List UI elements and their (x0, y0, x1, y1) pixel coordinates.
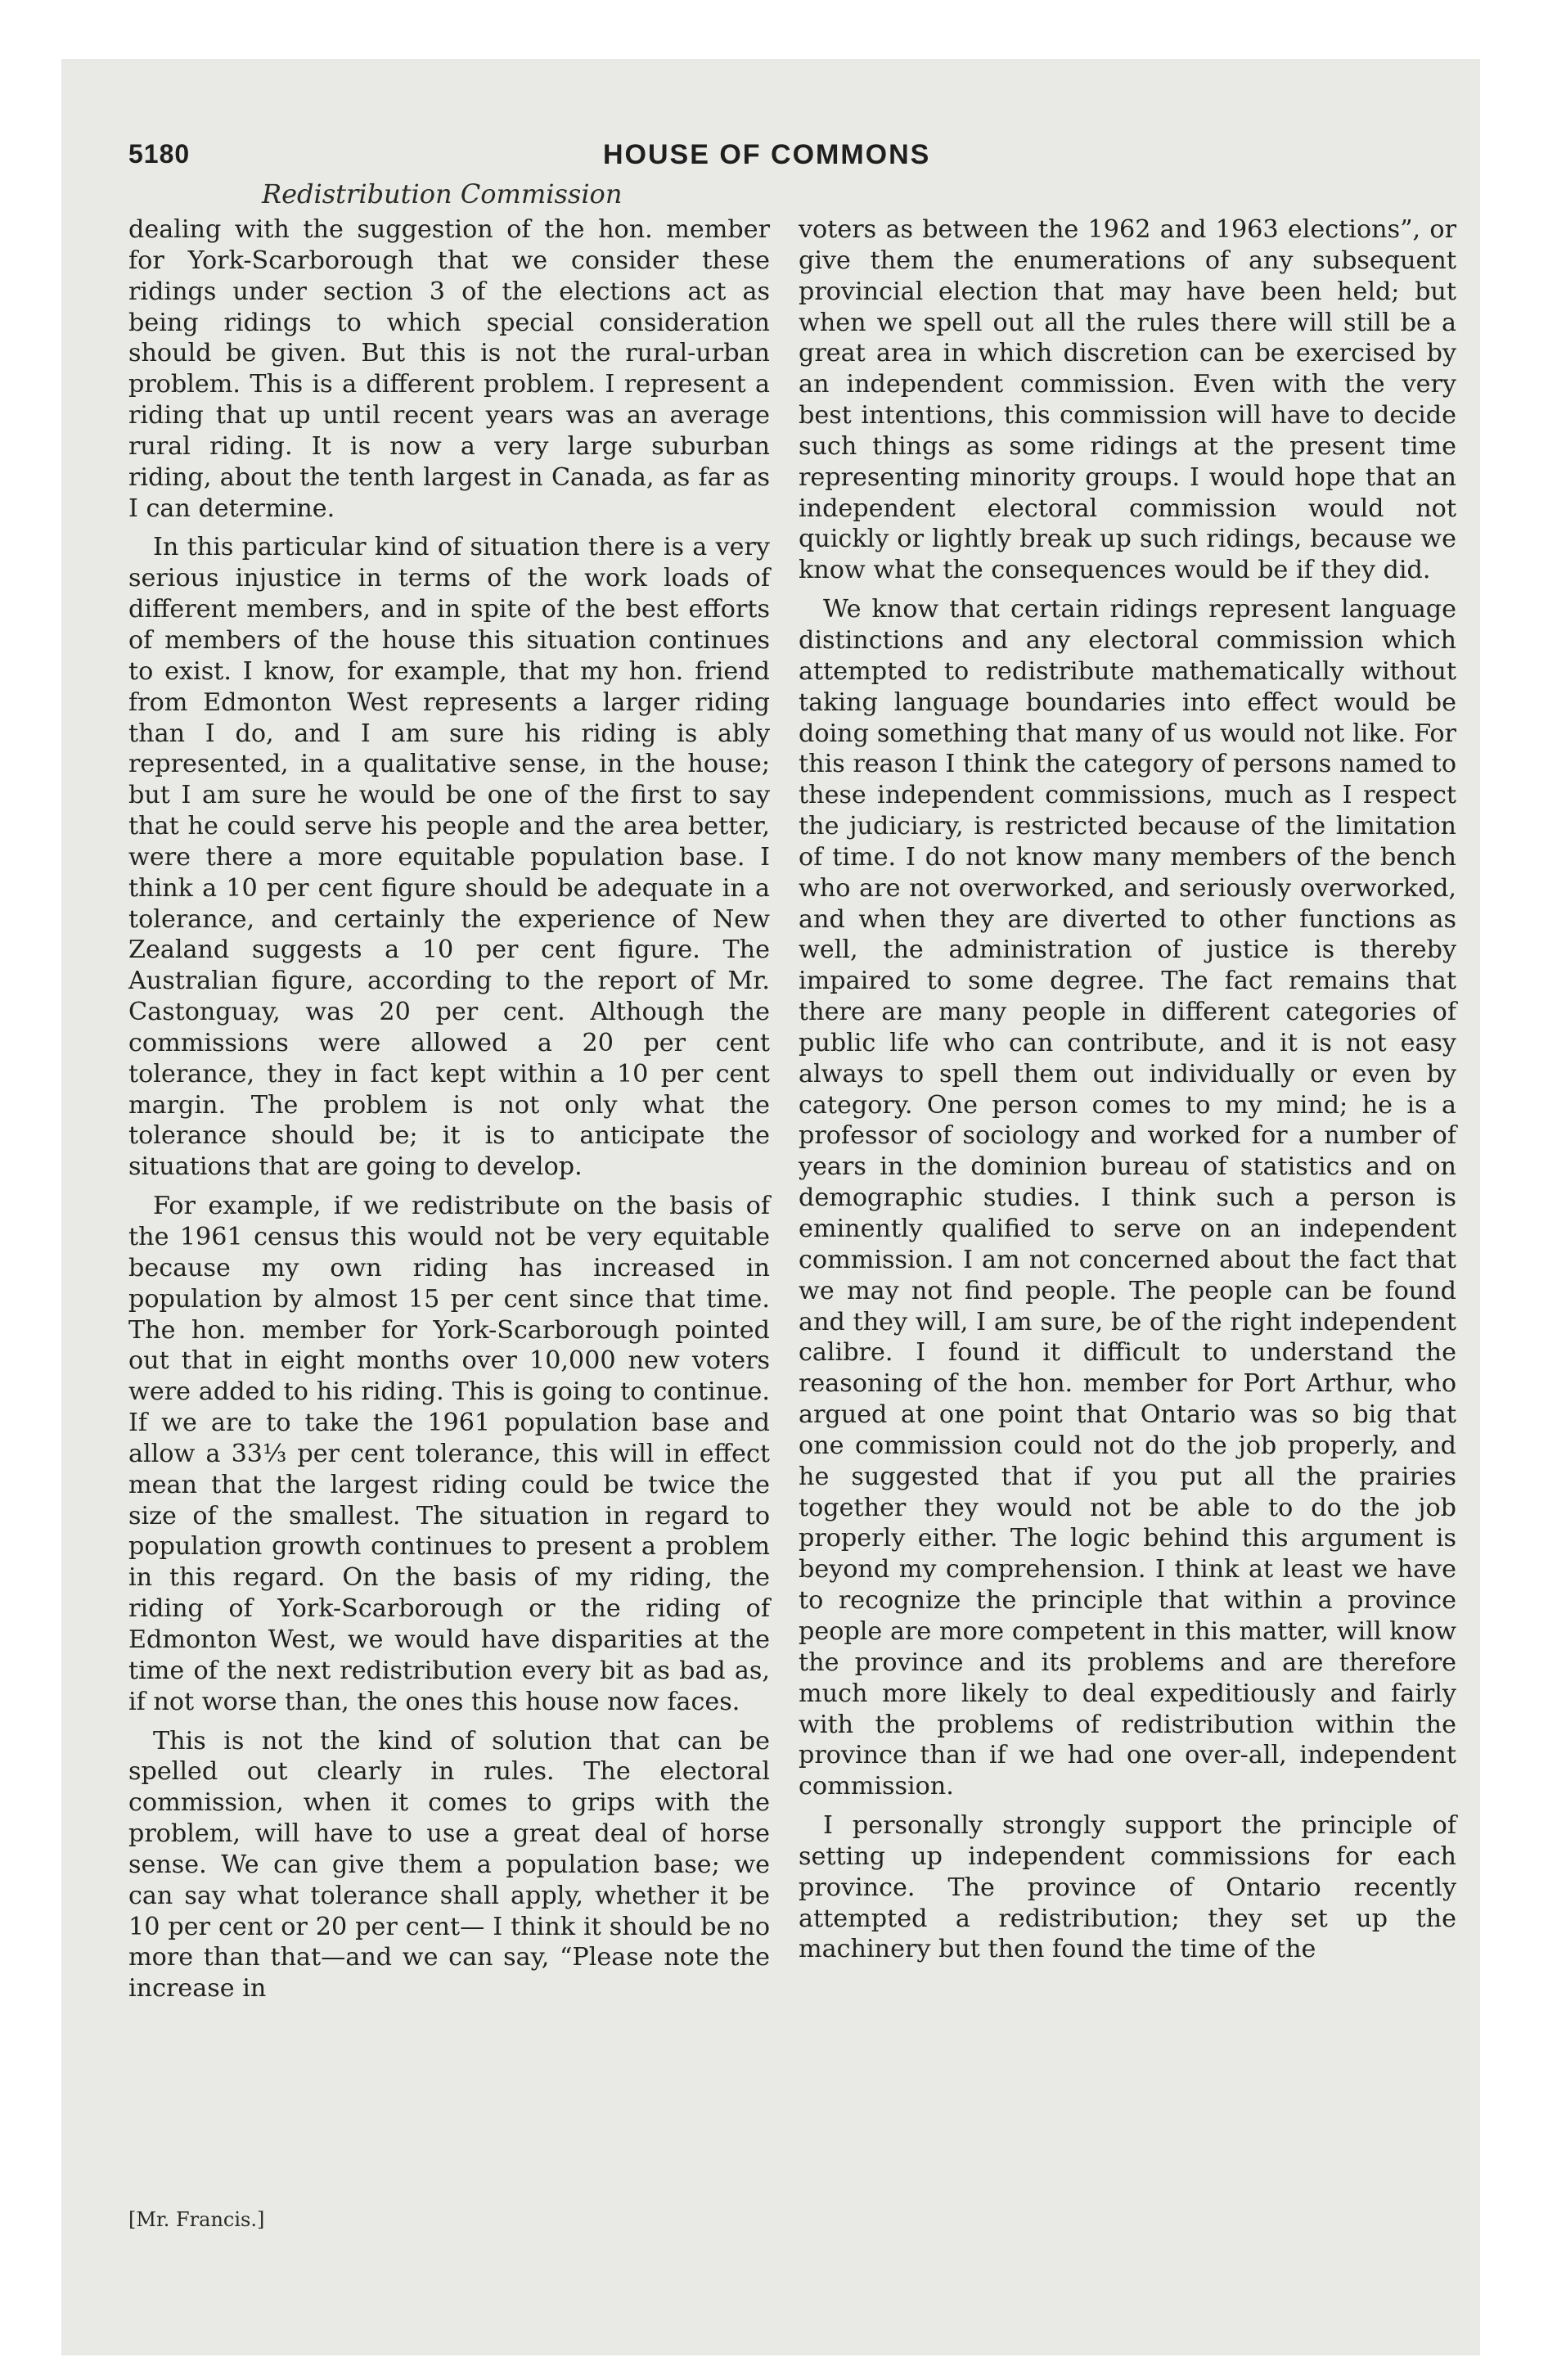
running-header: HOUSE OF COMMONS (603, 139, 931, 170)
paragraph: I personally strongly support the principle of setting up independent commissions for each province. The province of Ontario recently attempted a redistribution; they set up the machinery but then found the time of the (799, 1811, 1456, 1964)
left-column (128, 214, 770, 2013)
paragraph: We know that certain ridings represent language distinctions and any electoral commission which attempted to redistribute mathematically without taking language boundaries into effect would be doing something that many of us would not like. For this reason I think the category of persons named to these independent commissions, much as I respect the judiciary, is restricted because of the limitation of time. I do not know many members of the bench who are not overworked, and seriously overworked, and when they are diverted to other functions as well, the administration of justice is thereby impaired to some degree. The fact remains that there are many people in different categories of public life who can contribute, and it is not easy always to spell them out individually or even by category. One person comes to my mind; he is a professor of sociology and worked for a number of years in the dominion bureau of statistics and on demographic studies. I think such a person is eminently qualified to serve on an independent commission. I am not concerned about the fact that we may not find people. The people can be found and they will, I am sure, be of the right independent calibre. I found it difficult to understand the reasoning of the hon. member for Port Arthur, who argued at one point that Ontario was so big that one commission could not do the job properly, and he suggested that if you put all the prairies together they would not be able to do the job properly either. The logic behind this argument is beyond my comprehension. I think at least we have to recognize the principle that within a province people are more competent in this matter, will know the province and its problems and are therefore much more likely to deal expeditiously and fairly with the problems of redistribution within the province than if we had one over-all, independent commission. (799, 595, 1456, 1801)
paragraph: In this particular kind of situation there is a very serious injustice in terms of the work loads of different members, and in spite of the best efforts of members of the house this situation continues to exist. I know, for example, that my hon. friend from Edmonton West represents a larger riding than I do, and I am sure his riding is ably represented, in a qualitative sense, in the house; but I am sure he would be one of the first to say that he could serve his people and the area better, were there a more equitable population base. I think a 10 per cent figure should be adequate in a tolerance, and certainly the experience of New Zealand suggests a 10 per cent figure. The Australian figure, according to the report of Mr. Castonguay, was 20 per cent. Although the commissions were allowed a 20 per cent tolerance, they in fact kept within a 10 per cent margin. The problem is not only what the tolerance should be; it is to anticipate the situations that are going to develop. (128, 533, 770, 1182)
paragraph: This is not the kind of solution that can be spelled out clearly in rules. The electoral commission, when it comes to grips with the problem, will have to use a great deal of horse sense. We can give them a population base; we can say what tolerance shall apply, whether it be 10 per cent or 20 per cent— I think it should be no more than that—and we can say, “Please note the increase in (128, 1726, 770, 2004)
paragraph: For example, if we redistribute on the basis of the 1961 census this would not be very equitable because my own riding has increased in population by almost 15 per cent since that time. The hon. member for York-Scarborough pointed out that in eight months over 10,000 new voters were added to his riding. This is going to continue. If we are to take the 1961 population base and allow a 33⅓ per cent tolerance, this will in effect mean that the largest riding could be twice the size of the smallest. The situation in regard to population growth continues to present a problem in this regard. On the basis of my riding, the riding of York-Scarborough or the riding of Edmonton West, we would have disparities at the time of the next redistribution every bit as bad as, if not worse than, the ones this house now faces. (128, 1192, 770, 1716)
paragraph: voters as between the 1962 and 1963 elections”, or give them the enumerations of any subsequent provincial election that may have been held; but when we spell out all the rules there will still be a great area in which discretion can be exercised by an independent commission. Even with the very best intentions, this commission will have to decide such things as some ridings at the present time representing minority groups. I would hope that an independent electoral commission would not quickly or lightly break up such ridings, because we know what the consequences would be if they did. (799, 215, 1456, 585)
page-number: 5180 (128, 139, 191, 169)
paragraph: dealing with the suggestion of the hon. member for York-Scarborough that we consider these ridings under section 3 of the elections act as being ridings to which special consideration should be given. But this is not the rural-urban problem. This is a different problem. I represent a riding that up until recent years was an average rural riding. It is now a very large suburban riding, about the tenth largest in Canada, as far as I can determine. (128, 215, 770, 523)
section-title: Redistribution Commission (262, 178, 623, 210)
speaker-footer: [Mr. Francis.] (128, 2208, 265, 2231)
right-column (799, 214, 1456, 1973)
